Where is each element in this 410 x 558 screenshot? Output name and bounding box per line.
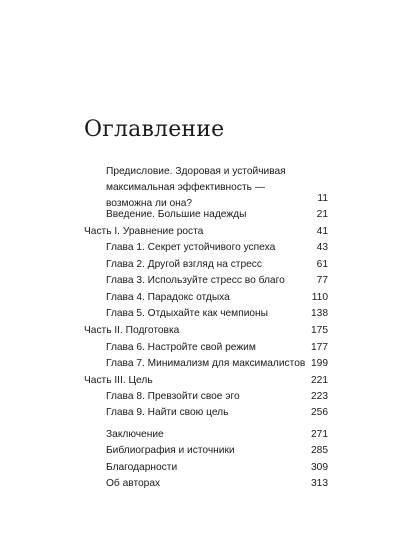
page-number: 285 bbox=[311, 445, 328, 456]
toc-entry-label: Глава 7. Минимализм для максималистов bbox=[106, 358, 306, 369]
preface-line-2: максимальная эффективность — bbox=[106, 182, 265, 193]
toc-entry-label: Заключение bbox=[106, 429, 164, 440]
toc-entry-label: Благодарности bbox=[106, 462, 178, 473]
toc-entry-label: Глава 4. Парадокс отдыха bbox=[106, 292, 230, 303]
toc-entry-label: Библиография и источники bbox=[106, 445, 235, 456]
page-number: 175 bbox=[311, 325, 328, 336]
page-number: 41 bbox=[316, 226, 328, 237]
toc-entry-label: Глава 2. Другой взгляд на стресс bbox=[106, 259, 262, 270]
toc-entry-label: Часть III. Цель bbox=[84, 375, 153, 386]
page-number: 110 bbox=[311, 292, 328, 303]
page-number: 11 bbox=[317, 193, 328, 204]
page-number: 77 bbox=[316, 275, 328, 286]
toc-entry-label: Введение. Большие надежды bbox=[106, 209, 247, 220]
toc-entry-label: Часть I. Уравнение роста bbox=[84, 226, 204, 237]
toc-entry-preface[interactable] bbox=[106, 164, 328, 212]
toc-entry-label: Глава 9. Найти свою цель bbox=[106, 407, 229, 418]
page-number: 199 bbox=[311, 358, 328, 369]
page-number: 21 bbox=[316, 209, 328, 220]
page-number: 221 bbox=[311, 375, 328, 386]
preface-line-1: Предисловие. Здоровая и устойчивая bbox=[106, 166, 286, 177]
toc-entry-label: Глава 8. Превзойти свое эго bbox=[106, 391, 240, 402]
toc-entry-label: Часть II. Подготовка bbox=[84, 325, 180, 336]
page-number: 256 bbox=[311, 407, 328, 418]
toc-entry-label: Глава 1. Секрет устойчивого успеха bbox=[106, 242, 276, 253]
toc-entry-label: Глава 6. Настройте свой режим bbox=[106, 342, 256, 353]
page-number: 271 bbox=[311, 429, 328, 440]
page-number: 61 bbox=[316, 259, 328, 270]
toc-entry-label: Глава 5. Отдыхайте как чемпионы bbox=[106, 308, 269, 319]
page-number: 138 bbox=[311, 308, 328, 319]
page-title: Оглавление bbox=[84, 117, 225, 142]
toc-entry-label: Глава 3. Используйте стресс во благо bbox=[106, 275, 285, 286]
preface-line-3: возможна ли она? bbox=[106, 198, 193, 209]
page-number: 43 bbox=[316, 242, 328, 253]
page-number: 223 bbox=[311, 391, 328, 402]
toc-entry-label: Об авторах bbox=[106, 478, 161, 489]
page-number: 177 bbox=[311, 342, 328, 353]
page-number: 313 bbox=[311, 478, 328, 489]
page-number: 309 bbox=[311, 462, 328, 473]
